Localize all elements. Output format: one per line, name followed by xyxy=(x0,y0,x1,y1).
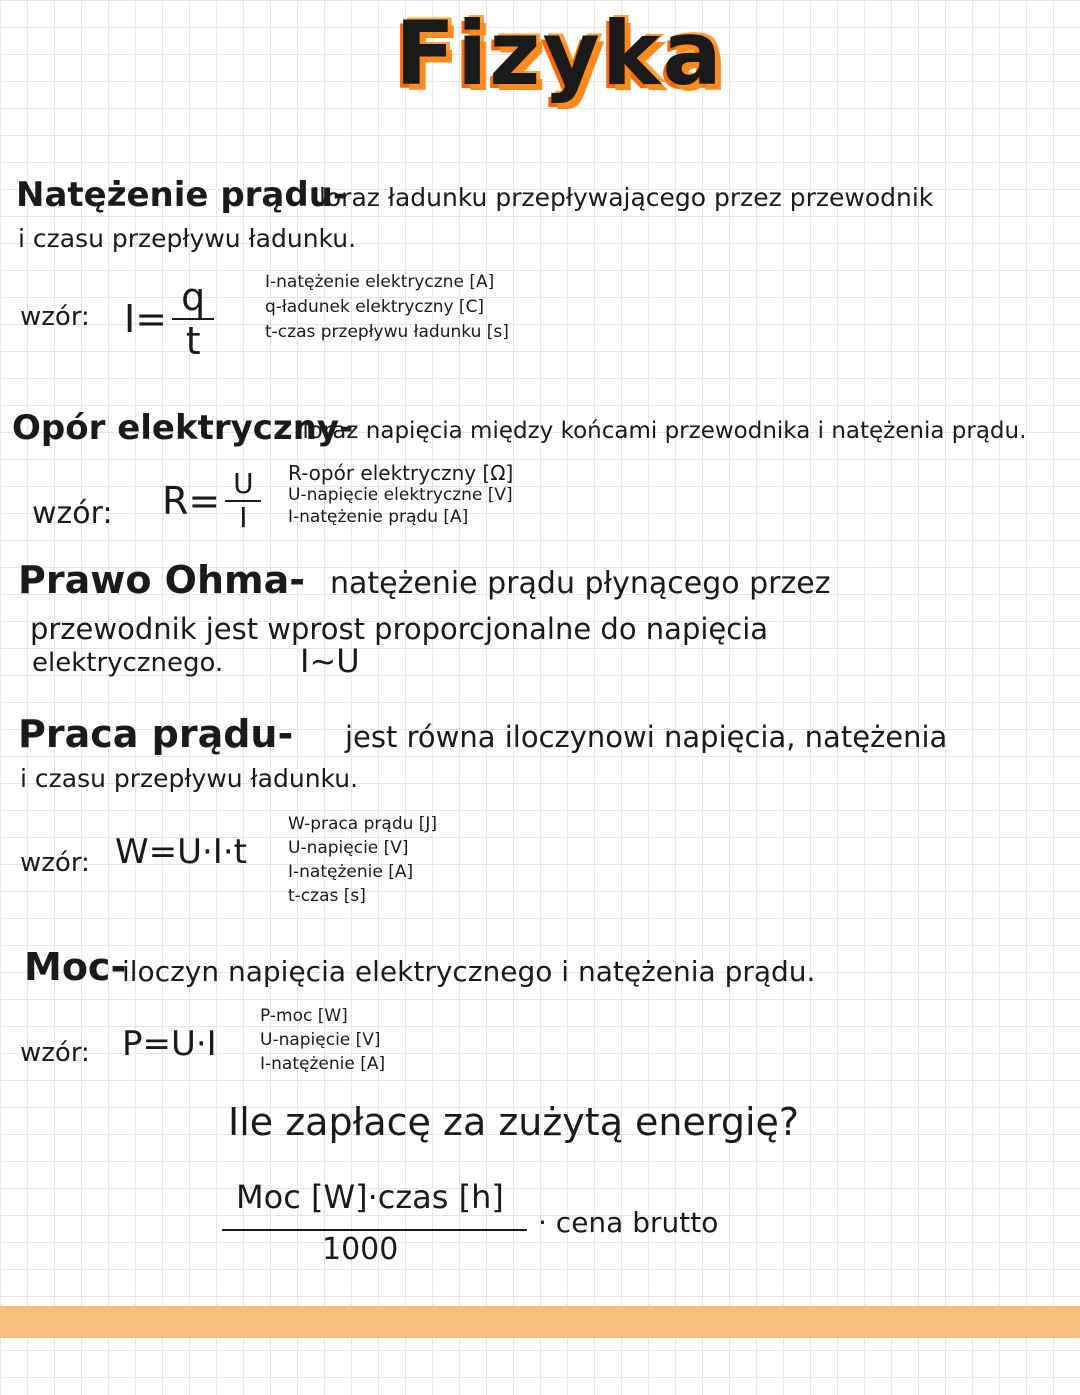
natezenie-fraction xyxy=(172,275,214,363)
praca-wzor-label: wzór: xyxy=(20,848,90,878)
natezenie-legend xyxy=(265,270,509,345)
decorative-band xyxy=(0,1306,1080,1338)
moc-formula: P=U·I xyxy=(122,1024,217,1064)
opor-wzor-label: wzór: xyxy=(32,496,113,531)
ohm-definition-line3: elektrycznego. xyxy=(32,648,224,678)
opor-definition-line1: iloraz napięcia między końcami przewodnika i natężenia prądu. xyxy=(296,418,1027,444)
legend-item: W-praca prądu [J] xyxy=(288,814,438,834)
cost-question: Ile zapłacę za zużytą energię? xyxy=(228,1100,800,1144)
praca-heading: Praca prądu- xyxy=(18,712,294,756)
praca-definition-line2: i czasu przepływu ładunku. xyxy=(20,764,359,793)
natezenie-numerator: q xyxy=(181,275,206,319)
moc-wzor-label: wzór: xyxy=(20,1038,90,1068)
moc-legend xyxy=(260,1004,385,1076)
opor-denominator: I xyxy=(239,501,248,534)
cost-price: · cena brutto xyxy=(538,1206,719,1239)
cost-denominator: 1000 xyxy=(322,1232,399,1267)
page-title: Fizyka xyxy=(395,2,724,105)
legend-item: I-natężenie [A] xyxy=(288,862,414,882)
opor-numerator: U xyxy=(233,467,254,500)
praca-definition-line1: jest równa iloczynowi napięcia, natężenia xyxy=(345,720,948,754)
moc-heading: Moc- xyxy=(24,945,127,989)
legend-item: U-napięcie [V] xyxy=(260,1030,381,1050)
ohm-relation: I~U xyxy=(300,642,360,680)
ohm-definition-line1: natężenie prądu płynącego przez xyxy=(330,566,831,601)
legend-item: U-napięcie [V] xyxy=(288,838,409,858)
natezenie-formula xyxy=(124,275,214,363)
legend-item: I-natężenie elektryczne [A] xyxy=(265,272,495,292)
praca-formula: W=U·I·t xyxy=(115,832,247,872)
opor-fraction xyxy=(225,467,261,534)
opor-formula-lhs: R= xyxy=(162,479,221,523)
natezenie-heading: Natężenie prądu- xyxy=(16,175,348,215)
opor-formula xyxy=(162,467,261,534)
legend-item: t-czas [s] xyxy=(288,886,366,906)
legend-item: I-natężenie prądu [A] xyxy=(288,507,469,527)
legend-item: q-ładunek elektryczny [C] xyxy=(265,297,485,317)
fraction-bar xyxy=(222,1229,527,1231)
natezenie-definition-line2: i czasu przepływu ładunku. xyxy=(18,224,357,253)
legend-item: t-czas przepływu ładunku [s] xyxy=(265,322,509,342)
natezenie-formula-lhs: I= xyxy=(124,297,168,341)
legend-item: P-moc [W] xyxy=(260,1006,348,1026)
opor-heading: Opór elektryczny- xyxy=(12,408,354,448)
natezenie-denominator: t xyxy=(185,319,201,363)
natezenie-definition-line1: iloraz ładunku przepływającego przez przewodnik xyxy=(312,183,934,212)
opor-legend xyxy=(288,462,513,528)
cost-numerator: Moc [W]·czas [h] xyxy=(236,1178,504,1216)
legend-item: R-opór elektryczny [Ω] xyxy=(288,461,514,485)
natezenie-wzor-label: wzór: xyxy=(20,302,90,332)
legend-item: I-natężenie [A] xyxy=(260,1054,386,1074)
praca-legend xyxy=(288,812,437,908)
ohm-heading: Prawo Ohma- xyxy=(18,558,306,602)
moc-definition-line1: iloczyn napięcia elektrycznego i natężenia prądu. xyxy=(122,955,816,988)
legend-item: U-napięcie elektryczne [V] xyxy=(288,485,513,505)
ohm-definition-line2: przewodnik jest wprost proporcjonalne do napięcia xyxy=(30,612,769,646)
